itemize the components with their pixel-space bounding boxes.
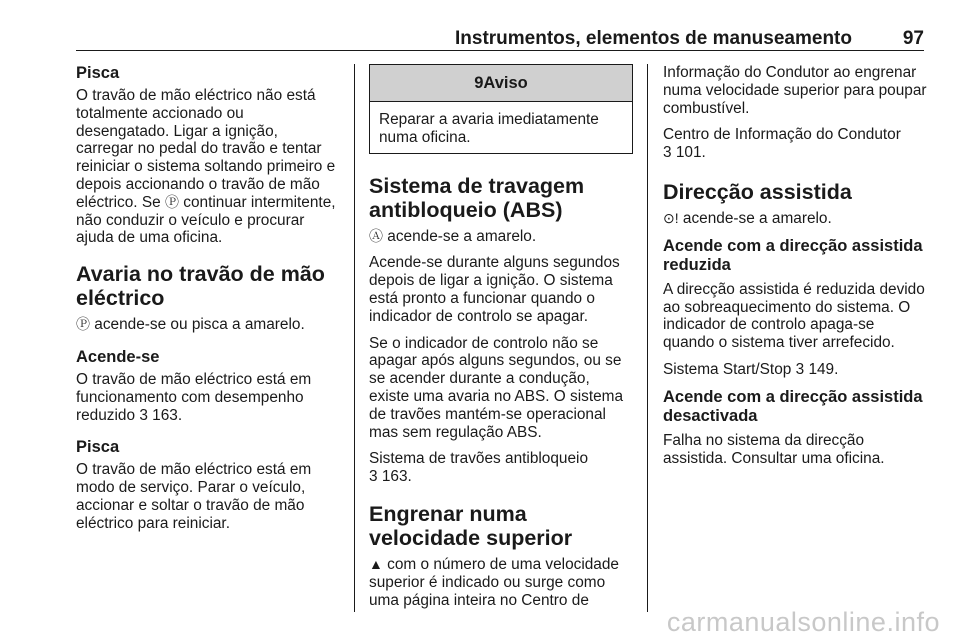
header-divider [76, 50, 924, 51]
warning-body [370, 102, 632, 153]
text-segment: O travão de mão eléctrico está em funcionamento com desempenho reduzido [76, 370, 312, 424]
warning-triangle-icon: 9 [474, 74, 484, 92]
brake-warning-icon: Ⓟ [76, 316, 90, 333]
paragraph-pisca-intro [76, 87, 338, 247]
watermark: carmanualsonline.info [666, 607, 940, 637]
text-segment: Sistema Start/Stop [663, 360, 792, 378]
paragraph-acende [76, 371, 338, 424]
page-header [76, 28, 924, 52]
warning-title: Aviso [483, 74, 528, 92]
upshift-arrow-icon: ▲ [369, 555, 383, 572]
page-reference[interactable]: 101. [675, 144, 706, 162]
page-number: 97 [902, 28, 924, 49]
text-segment: acende-se a amarelo. [682, 209, 832, 227]
abs-icon: Ⓐ [369, 227, 383, 244]
warning-box [369, 64, 633, 154]
reference-arrow-icon: 3 [139, 406, 148, 424]
warning-header [370, 65, 632, 102]
paragraph-pisca-servico: O travão de mão eléctrico está em modo de serviço. Parar o veículo, accionar e soltar o travão de mão eléctrico para reiniciar. [76, 461, 312, 532]
text-segment: Centro de Informação do Condutor [663, 126, 901, 144]
page-reference[interactable]: 163. [381, 468, 412, 486]
paragraph-engrenar-cont: Informação do Condutor ao engrenar numa velocidade superior para poupar combustível. [663, 64, 927, 117]
page-reference[interactable]: 149. [808, 360, 839, 378]
text-segment: O travão de mão eléctrico não está totalmente accionado ou desengatado. Ligar a ignição, carregar no pedal do travão e tentar reiniciar o sistema soltando primeiro e depois accionando o travão de mão eléctrico. Se [76, 87, 336, 211]
heading-pisca: Pisca [76, 64, 120, 82]
paragraph-dic [663, 126, 927, 162]
paragraph-reduzida: A direcção assistida é reduzida devido ao sobreaquecimento do sistema. O indicador de controlo apaga-se quando o sistema tiver arrefecido. [663, 280, 925, 352]
reference-arrow-icon: 3 [663, 144, 672, 162]
paragraph-abs-2: Se o indicador de controlo não se apagar após alguns segundos, ou se se acender durante a condução, existe uma avaria no ABS. O sistema de travões mantém-se operacional mas sem regulação ABS. [369, 334, 624, 441]
page-reference[interactable]: 163. [152, 406, 183, 424]
paragraph-direccao [663, 210, 927, 228]
paragraph-abs-1: Acende-se durante alguns segundos depois de ligar a ignição. O sistema está pronto a funcionar quando o indicador de controlo se apagar. [369, 254, 620, 325]
heading-pisca-servico: Pisca [76, 438, 120, 457]
paragraph-start-stop [663, 361, 927, 379]
text-segment: acende-se a amarelo. [387, 227, 537, 245]
paragraph-abs-indicator [369, 228, 633, 246]
heading-desactivada: Acende com a direcção assistida desactivada [663, 387, 923, 425]
paragraph-engrenar [369, 556, 633, 609]
heading-direccao: Direcção assistida [663, 179, 852, 204]
heading-reduzida: Acende com a direcção assistida reduzida [663, 236, 923, 274]
paragraph-abs-3 [369, 450, 633, 486]
heading-engrenar: Engrenar numa velocidade superior [369, 501, 573, 550]
column-divider-right [647, 64, 648, 612]
reference-arrow-icon: 3 [795, 360, 805, 378]
heading-acende: Acende-se [76, 347, 160, 366]
paragraph-desactivada: Falha no sistema da direcção assistida. Consultar uma oficina. [663, 431, 885, 467]
column-left [76, 64, 338, 542]
reference-arrow-icon: 3 [369, 468, 378, 486]
parking-brake-icon: Ⓟ [164, 193, 179, 210]
text-segment: acende-se ou pisca a amarelo. [94, 316, 305, 334]
warning-text: Reparar a avaria imediatamente numa oficina. [379, 111, 599, 146]
column-right [663, 64, 927, 476]
heading-abs: Sistema de travagem antibloqueio (ABS) [369, 173, 585, 222]
column-middle [369, 64, 633, 618]
text-segment: com o número de uma velocidade superior é indicado ou surge como uma página inteira no Centro de [369, 555, 619, 609]
heading-avaria: Avaria no travão de mão eléctrico [76, 262, 325, 311]
paragraph-avaria [76, 316, 338, 334]
column-divider-left [354, 64, 355, 612]
power-steering-icon: ⊙! [663, 209, 679, 226]
text-segment: Sistema de travões antibloqueio [369, 450, 589, 468]
page-title: Instrumentos, elementos de manuseamento [455, 28, 852, 49]
text-segment: continuar intermitente, não conduzir o veículo e procurar ajuda de uma oficina. [76, 193, 336, 247]
